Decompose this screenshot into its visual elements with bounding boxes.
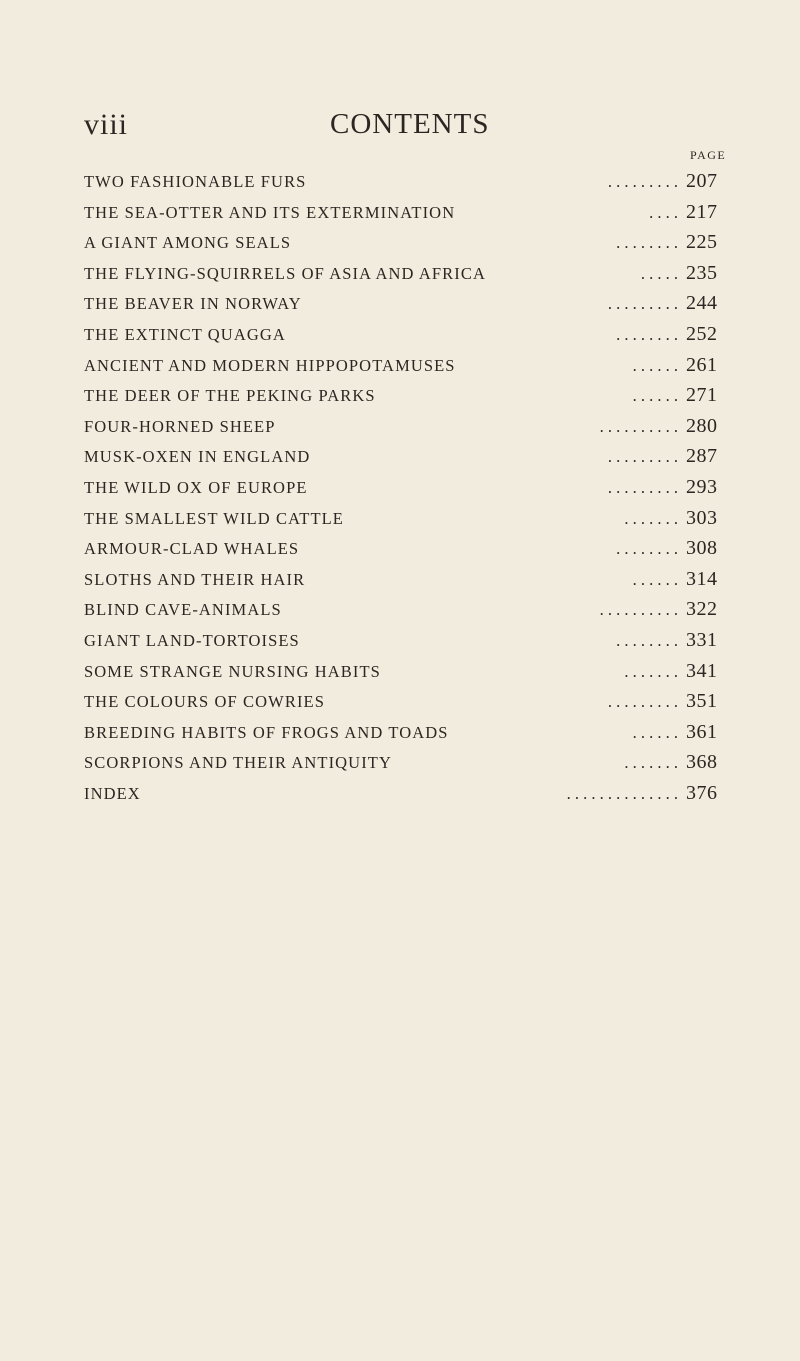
toc-entry-title: FOUR-HORNED SHEEP xyxy=(84,416,276,436)
toc-entry xyxy=(84,382,736,413)
toc-entry-page-number: 314 xyxy=(686,567,718,590)
toc-entry xyxy=(84,413,736,444)
toc-entry xyxy=(84,290,736,321)
toc-entry-page-number: 235 xyxy=(686,261,718,284)
toc-entry xyxy=(84,596,736,627)
toc-entry-title: THE EXTINCT QUAGGA xyxy=(84,324,286,344)
toc-entry-page-number: 261 xyxy=(686,353,718,376)
dot-leader: . . . . . . xyxy=(632,569,678,589)
toc-entry xyxy=(84,199,736,230)
toc-entry-title: THE FLYING-SQUIRRELS OF ASIA AND AFRICA xyxy=(84,263,487,283)
toc-entry xyxy=(84,688,736,719)
dot-leader: . . . . . . . xyxy=(624,508,678,528)
dot-leader: . . . . . . xyxy=(632,722,678,742)
toc-entry-title: SCORPIONS AND THEIR ANTIQUITY xyxy=(84,753,392,773)
page-column-label: PAGE xyxy=(690,148,727,162)
toc-entry-title: THE SMALLEST WILD CATTLE xyxy=(84,508,344,528)
dot-leader: . . . . . . . . xyxy=(616,539,678,559)
contents-list xyxy=(84,168,736,810)
toc-entry-title: THE BEAVER IN NORWAY xyxy=(84,294,302,314)
toc-entry-title: SOME STRANGE NURSING HABITS xyxy=(84,661,381,681)
toc-entry-page-number: 244 xyxy=(686,292,718,315)
toc-entry-page-number: 308 xyxy=(686,537,718,560)
dot-leader: . . . . . . . . . xyxy=(607,447,678,467)
toc-entry xyxy=(84,321,736,352)
toc-entry-page-number: 293 xyxy=(686,475,718,498)
dot-leader: . . . . . . . . xyxy=(616,630,678,650)
toc-entry-page-number: 217 xyxy=(686,200,718,223)
dot-leader: . . . . . xyxy=(640,263,678,283)
toc-entry-page-number: 368 xyxy=(686,751,718,774)
toc-entry-title: A GIANT AMONG SEALS xyxy=(84,233,292,253)
dot-leader: . . . . . . xyxy=(632,386,678,406)
toc-entry xyxy=(84,168,736,199)
dot-leader: . . . . . . . . xyxy=(616,324,678,344)
toc-entry-page-number: 322 xyxy=(686,598,718,621)
toc-entry-page-number: 331 xyxy=(686,628,718,651)
toc-entry-page-number: 225 xyxy=(686,231,718,254)
toc-entry-title: BLIND CAVE-ANIMALS xyxy=(84,600,282,620)
toc-entry-page-number: 287 xyxy=(686,445,718,468)
toc-entry-title: THE DEER OF THE PEKING PARKS xyxy=(84,386,376,406)
toc-entry-title: ARMOUR-CLAD WHALES xyxy=(84,539,300,559)
toc-entry xyxy=(84,260,736,291)
toc-entry xyxy=(84,352,736,383)
toc-entry-page-number: 280 xyxy=(686,414,718,437)
toc-entry-page-number: 207 xyxy=(686,170,718,192)
dot-leader: . . . . . . . . . xyxy=(607,294,678,314)
toc-entry-page-number: 341 xyxy=(686,659,718,682)
toc-entry-page-number: 271 xyxy=(686,384,718,407)
toc-entry xyxy=(84,749,736,780)
toc-entry xyxy=(84,780,736,811)
dot-leader: . . . . xyxy=(649,202,678,222)
toc-entry xyxy=(84,229,736,260)
toc-entry-title: BREEDING HABITS OF FROGS AND TOADS xyxy=(84,722,449,742)
toc-entry-page-number: 303 xyxy=(686,506,718,529)
dot-leader: . . . . . . . . . . xyxy=(599,416,678,436)
dot-leader: . . . . . . . xyxy=(624,661,678,681)
toc-entry-title: TWO FASHIONABLE FURS xyxy=(84,172,307,191)
dot-leader: . . . . . . xyxy=(632,355,678,375)
toc-entry-page-number: 376 xyxy=(686,781,718,804)
toc-entry-title: THE WILD OX OF EUROPE xyxy=(84,477,308,497)
toc-entry xyxy=(84,474,736,505)
toc-entry-title: INDEX xyxy=(84,783,141,803)
toc-entry-title: MUSK-OXEN IN ENGLAND xyxy=(84,447,311,467)
dot-leader: . . . . . . . . xyxy=(616,233,678,253)
toc-entry-title: SLOTHS AND THEIR HAIR xyxy=(84,569,306,589)
toc-entry xyxy=(84,658,736,689)
toc-entry xyxy=(84,719,736,750)
dot-leader: . . . . . . . . . xyxy=(607,172,678,191)
dot-leader: . . . . . . . . . xyxy=(607,477,678,497)
folio: viii xyxy=(84,108,129,141)
dot-leader: . . . . . . . . . xyxy=(607,692,678,712)
toc-entry-title: THE SEA-OTTER AND ITS EXTERMINATION xyxy=(84,202,456,222)
toc-entry-page-number: 361 xyxy=(686,720,718,743)
toc-entry-title: ANCIENT AND MODERN HIPPOPOTAMUSES xyxy=(84,355,456,375)
page-header xyxy=(84,108,730,148)
toc-entry xyxy=(84,443,736,474)
toc-entry xyxy=(84,566,736,597)
toc-entry-page-number: 351 xyxy=(686,690,718,713)
dot-leader: . . . . . . . . . . xyxy=(599,600,678,620)
toc-entry xyxy=(84,627,736,658)
toc-entry-title: GIANT LAND-TORTOISES xyxy=(84,630,300,650)
toc-entry-page-number: 252 xyxy=(686,322,718,345)
running-head: CONTENTS xyxy=(330,108,490,140)
toc-entry-title: THE COLOURS OF COWRIES xyxy=(84,692,326,712)
dot-leader: . . . . . . . xyxy=(624,753,678,773)
dot-leader: . . . . . . . . . . . . . . xyxy=(566,783,678,803)
toc-entry xyxy=(84,535,736,566)
toc-entry xyxy=(84,505,736,536)
